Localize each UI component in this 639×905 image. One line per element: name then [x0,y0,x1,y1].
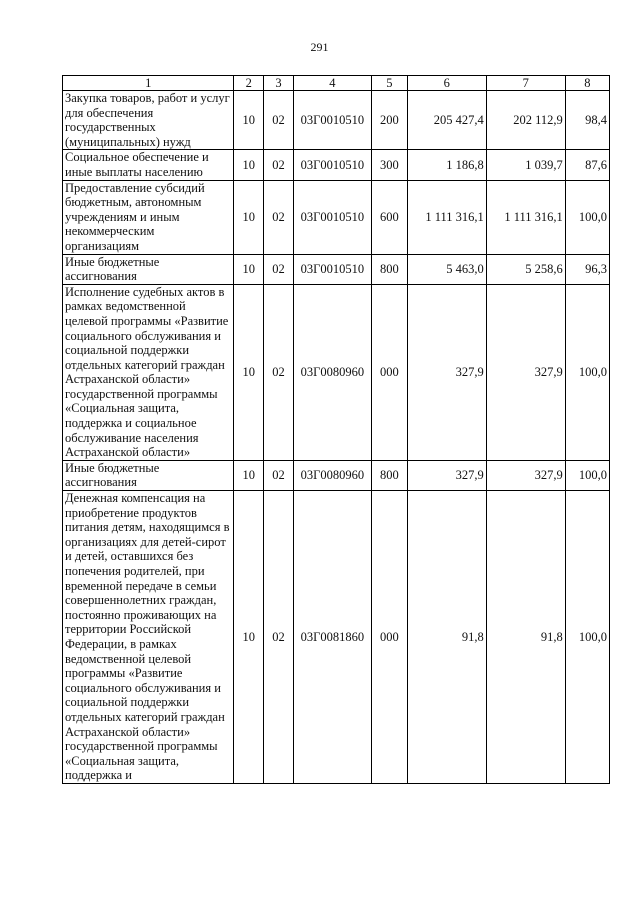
row-percent: 100,0 [565,460,609,490]
header-cell: 1 [63,76,234,91]
row-section: 10 [234,460,264,490]
row-plan: 1 111 316,1 [407,180,486,254]
row-name: Исполнение судебных актов в рамках ведомственной целевой программы «Развитие социального обслуживания и социальной поддержки отдельных категорий граждан Астраханской области» государственной программы «Социальная защита, поддержка и социальное обслуживание населения Астраханской области» [63,284,234,460]
row-fact: 1 111 316,1 [486,180,565,254]
row-section: 10 [234,150,264,180]
header-cell: 4 [293,76,371,91]
row-subsection: 02 [264,491,294,784]
row-subsection: 02 [264,254,294,284]
header-cell: 2 [234,76,264,91]
row-expense-type: 800 [371,460,407,490]
row-subsection: 02 [264,180,294,254]
row-section: 10 [234,491,264,784]
row-name: Закупка товаров, работ и услуг для обеспечения государственных (муниципальных) нужд [63,91,234,150]
page-number: 291 [310,40,329,54]
table-row [63,254,610,284]
row-plan: 327,9 [407,460,486,490]
table-row [63,460,610,490]
row-section: 10 [234,91,264,150]
row-expense-type: 000 [371,284,407,460]
row-target-code: 03Г0010510 [293,180,371,254]
row-target-code: 03Г0010510 [293,254,371,284]
row-name: Денежная компенсация на приобретение продуктов питания детям, находящимся в организациях для детей-сирот и детей, оставшихся без попечения родителей, при временной передаче в семьи совершеннолетних граждан, постоянно проживающих на территории Российской Федерации, в рамках ведомственной целевой программы «Развитие социального обслуживания и социальной поддержки отдельных категорий граждан Астраханской области» государственной программы «Социальная защита, поддержка и [63,491,234,784]
row-target-code: 03Г0010510 [293,91,371,150]
row-name: Предоставление субсидий бюджетным, автономным учреждениям и иным некоммерческим организациям [63,180,234,254]
table-row [63,284,610,460]
row-plan: 91,8 [407,491,486,784]
row-expense-type: 200 [371,91,407,150]
row-expense-type: 600 [371,180,407,254]
row-subsection: 02 [264,150,294,180]
row-percent: 100,0 [565,180,609,254]
row-section: 10 [234,180,264,254]
row-target-code: 03Г0080960 [293,284,371,460]
row-plan: 5 463,0 [407,254,486,284]
row-subsection: 02 [264,91,294,150]
row-fact: 327,9 [486,460,565,490]
header-cell: 7 [486,76,565,91]
row-fact: 1 039,7 [486,150,565,180]
row-name: Социальное обеспечение и иные выплаты населению [63,150,234,180]
row-name: Иные бюджетные ассигнования [63,254,234,284]
row-fact: 5 258,6 [486,254,565,284]
header-cell: 6 [407,76,486,91]
row-plan: 205 427,4 [407,91,486,150]
row-fact: 202 112,9 [486,91,565,150]
table-row [63,150,610,180]
table-header-row [63,76,610,91]
header-cell: 8 [565,76,609,91]
row-expense-type: 300 [371,150,407,180]
row-subsection: 02 [264,460,294,490]
row-percent: 96,3 [565,254,609,284]
row-expense-type: 800 [371,254,407,284]
table-row [63,180,610,254]
row-plan: 327,9 [407,284,486,460]
row-section: 10 [234,254,264,284]
row-subsection: 02 [264,284,294,460]
table-row [63,91,610,150]
row-target-code: 03Г0010510 [293,150,371,180]
row-percent: 87,6 [565,150,609,180]
header-cell: 5 [371,76,407,91]
row-plan: 1 186,8 [407,150,486,180]
table-row [63,491,610,784]
budget-table [62,75,610,784]
row-target-code: 03Г0081860 [293,491,371,784]
row-section: 10 [234,284,264,460]
row-fact: 327,9 [486,284,565,460]
row-expense-type: 000 [371,491,407,784]
row-target-code: 03Г0080960 [293,460,371,490]
header-cell: 3 [264,76,294,91]
row-percent: 100,0 [565,284,609,460]
row-fact: 91,8 [486,491,565,784]
row-name: Иные бюджетные ассигнования [63,460,234,490]
row-percent: 98,4 [565,91,609,150]
row-percent: 100,0 [565,491,609,784]
